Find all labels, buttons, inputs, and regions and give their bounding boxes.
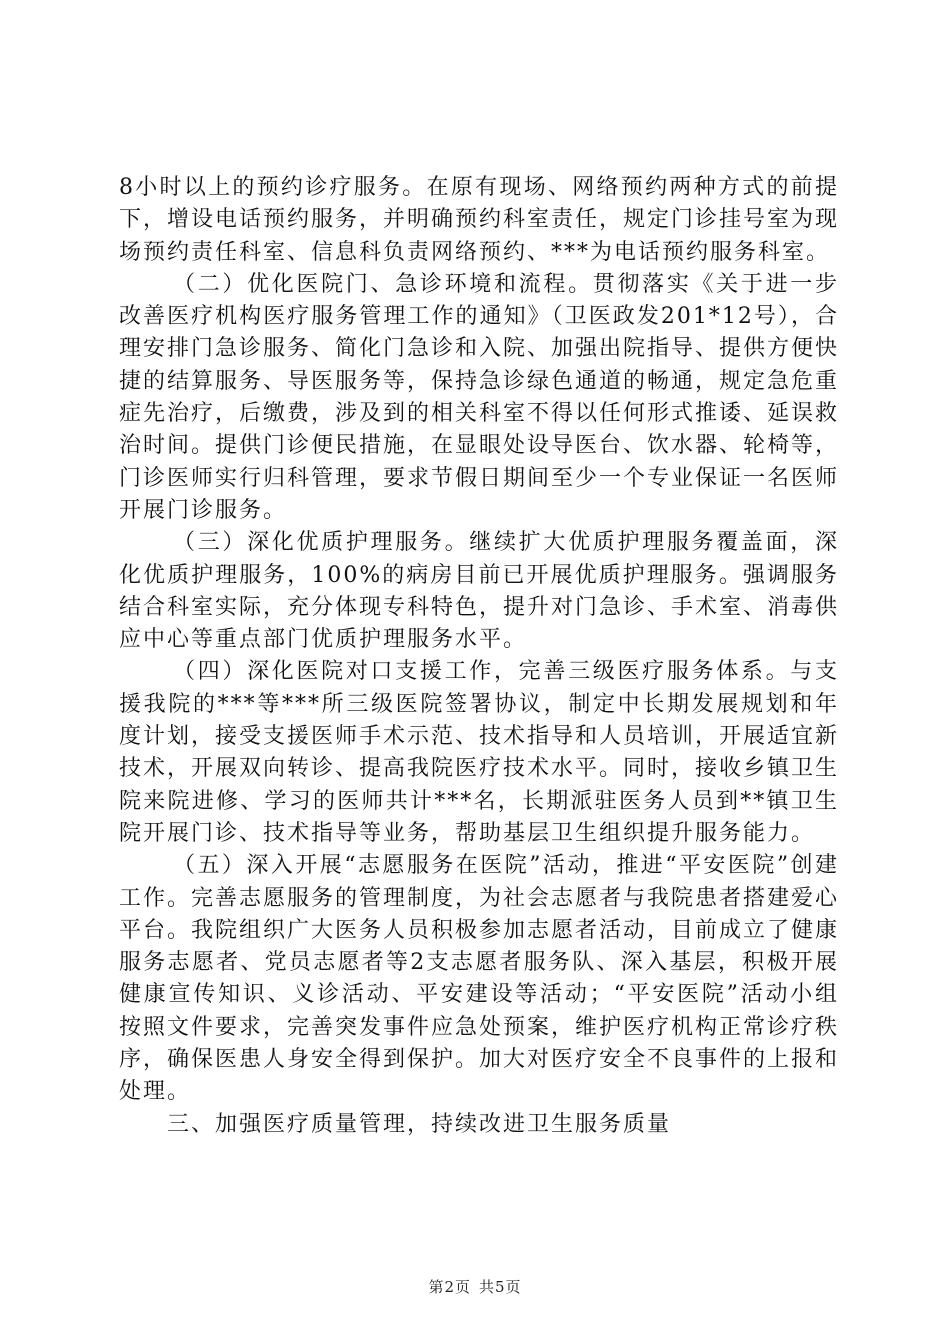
heading-part-3: 三、加强医疗质量管理，持续改进卫生服务质量 — [167, 1111, 672, 1137]
paragraph-continuation: 8小时以上的预约诊疗服务。在原有现场、网络预约两种方式的前提下，增设电话预约服务，并明确预约科室责任，规定门诊挂号室为现场预约责任科室、信息科负责网络预约、***为电话预约服务科室。 — [119, 175, 840, 265]
page-footer — [0, 1276, 950, 1297]
paragraph-section-5: （五）深入开展“志愿服务在医院”活动，推进“平安医院”创建工作。完善志愿服务的管理制度，为社会志愿者与我院患者搭建爱心平台。我院组织广大医务人员积极参加志愿者活动，目前成立了健康服务志愿者、党员志愿者等2支志愿者服务队、深入基层，积极开展健康宣传知识、义诊活动、平安建设等活动；“平安医院”活动小组按照文件要求，完善突发事件应急处预案，维护医疗机构正常诊疗秩序，确保医患人身安全得到保护。加大对医疗安全不良事件的上报和处理。 — [119, 853, 840, 1105]
paragraph-section-2: （二）优化医院门、急诊环境和流程。贯彻落实《关于进一步改善医疗机构医疗服务管理工作的通知》（卫医政发201*12号），合理安排门急诊服务、简化门急诊和入院、加强出院指导、提供方便快捷的结算服务、导医服务等，保持急诊绿色通道的畅通，规定急危重症先治疗，后缴费，涉及到的相关科室不得以任何形式推诿、延误救治时间。提供门诊便民措施，在显眼处设导医台、饮水器、轮椅等，门诊医师实行归科管理，要求节假日期间至少一个专业保证一名医师开展门诊服务。 — [119, 271, 840, 523]
page-total: 共5页 — [479, 1278, 522, 1296]
paragraph-section-4: （四）深化医院对口支援工作，完善三级医疗服务体系。与支援我院的***等***所三级医院签署协议，制定中长期发展规划和年度计划，接受支援医师手术示范、技术指导和人员培训，开展适宜新技术，开展双向转诊、提高我院医疗技术水平。同时，接收乡镇卫生院来院进修、学习的医师共计***名，长期派驻医务人员到**镇卫生院开展门诊、技术指导等业务，帮助基层卫生组织提升服务能力。 — [119, 659, 840, 846]
page-number: 第2页 — [428, 1278, 471, 1296]
document-body — [119, 172, 839, 1141]
paragraph-section-3: （三）深化优质护理服务。继续扩大优质护理服务覆盖面，深化优质护理服务，100%的病房目前已开展优质护理服务。强调服务结合科室实际，充分体现专科特色，提升对门急诊、手术室、消毒供应中心等重点部门优质护理服务水平。 — [119, 530, 840, 653]
